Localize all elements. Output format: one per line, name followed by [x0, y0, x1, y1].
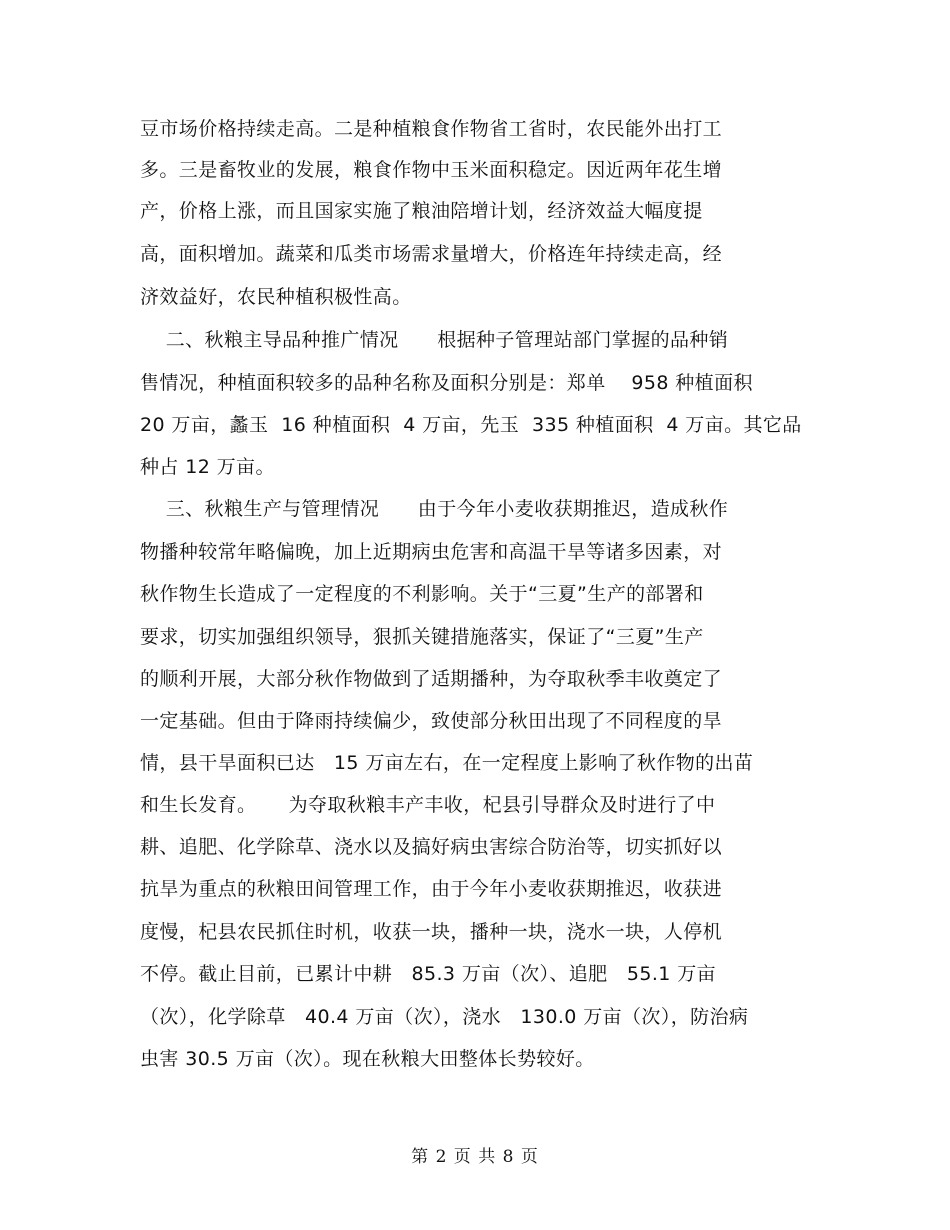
text-line-19: 抗旱为重点的秋粮田间管理工作，由于今年小麦收获期推迟，收获进	[140, 878, 723, 900]
text-line-7: 售情况，种植面积较多的品种名称及面积分别是：郑单 958 种植面积	[140, 372, 753, 394]
text-line-17: 和生长发育。 为夺取秋粮丰产丰收，杞县引导群众及时进行了中	[140, 794, 716, 816]
text-line-6: 二、秋粮主导品种推广情况 根据种子管理站部门掌握的品种销	[140, 329, 729, 351]
text-line-16: 情，县干旱面积已达 15 万亩左右，在一定程度上影响了秋作物的出苗	[140, 752, 754, 774]
page-number-footer: 第 2 页 共 8 页	[411, 1147, 539, 1167]
text-line-14: 的顺利开展，大部分秋作物做到了适期播种，为夺取秋季丰收奠定了	[140, 668, 723, 690]
text-line-3: 产，价格上涨，而且国家实施了粮油陪增计划，经济效益大幅度提	[140, 200, 703, 222]
text-line-2: 多。三是畜牧业的发展，粮食作物中玉米面积稳定。因近两年花生增	[140, 159, 723, 181]
text-line-18: 耕、追肥、化学除草、浇水以及搞好病虫害综合防治等，切实抓好以	[140, 836, 723, 858]
text-line-20: 度慢，杞县农民抓住时机，收获一块，播种一块，浇水一块，人停机	[140, 921, 723, 943]
text-line-23: 虫害 30.5 万亩（次）。现在秋粮大田整体长势较好。	[140, 1048, 595, 1070]
text-line-9: 种占 12 万亩。	[140, 456, 275, 478]
text-line-12: 秋作物生长造成了一定程度的不利影响。关于“三夏”生产的部署和	[140, 583, 704, 605]
text-line-13: 要求，切实加强组织领导，狠抓关键措施落实，保证了“三夏”生产	[140, 626, 704, 648]
text-line-5: 济效益好，农民种植积极性高。	[140, 286, 412, 308]
text-line-4: 高，面积增加。蔬菜和瓜类市场需求量增大，价格连年持续走高，经	[140, 243, 723, 265]
text-line-15: 一定基础。但由于降雨持续偏少，致使部分秋田出现了不同程度的旱	[140, 710, 723, 732]
text-line-21: 不停。截止目前，已累计中耕 85.3 万亩（次）、追肥 55.1 万亩	[140, 963, 717, 985]
text-line-11: 物播种较常年略偏晚，加上近期病虫危害和高温干旱等诸多因素，对	[140, 541, 723, 563]
text-line-10: 三、秋粮生产与管理情况 由于今年小麦收获期推迟，造成秋作	[140, 498, 729, 520]
text-line-1: 豆市场价格持续走高。二是种植粮食作物省工省时，农民能外出打工	[140, 118, 723, 140]
text-line-22: （次），化学除草 40.4 万亩（次），浇水 130.0 万亩（次），防治病	[140, 1006, 749, 1028]
text-line-8: 20 万亩，蠡玉 16 种植面积 4 万亩，先玉 335 种植面积 4 万亩。其它品	[140, 414, 802, 436]
